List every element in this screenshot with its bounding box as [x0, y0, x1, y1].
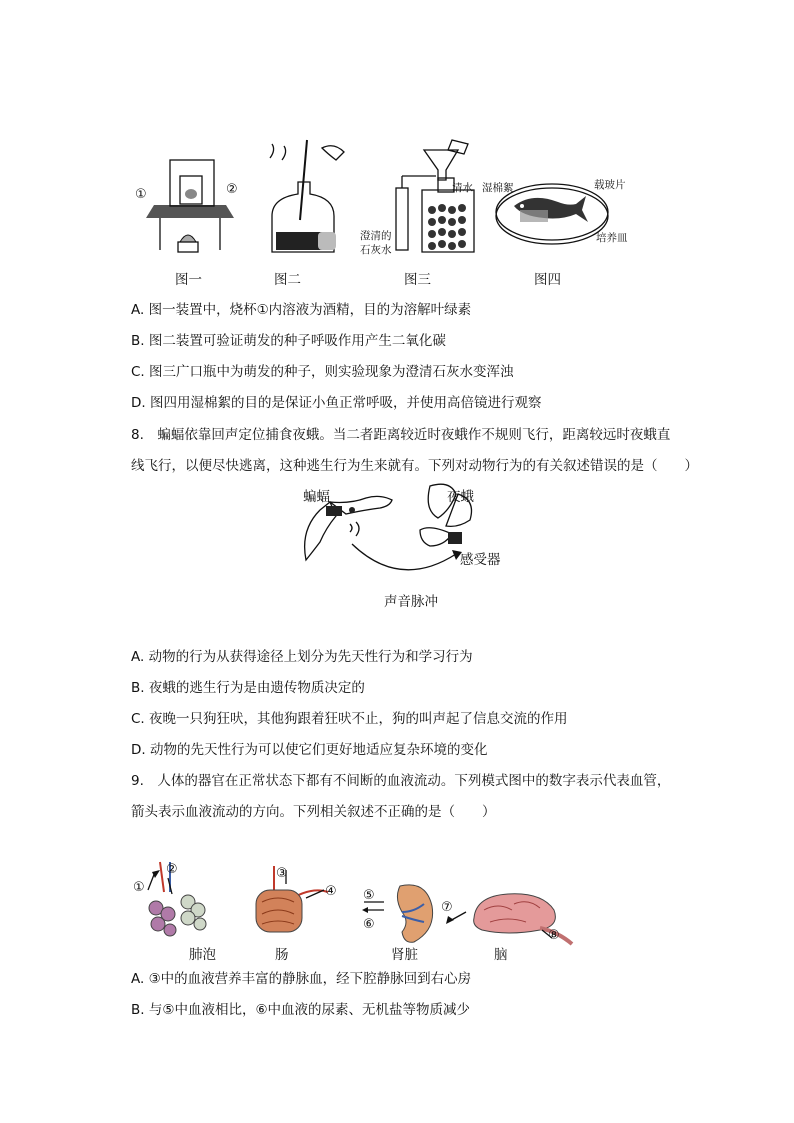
q8-stem-line2: 线飞行，以便尽快逃离，这种逃生行为生来就有。下列对动物行为的有关叙述错误的是（ ）	[131, 458, 698, 474]
caption-figure3: 图三	[404, 272, 431, 288]
fig3-label-limewater-1: 澄清的	[360, 230, 392, 242]
flow-arrows	[0, 850, 600, 950]
figure2-jar-drawing	[262, 140, 362, 250]
q8-stem-line1: 8. 蝙蝠依靠回声定位捕食夜蛾。当二者距离较近时夜蛾作不规则飞行，距离较远时夜蛾直	[131, 427, 671, 443]
label-moth: 夜蛾	[447, 489, 474, 505]
caption-figure4: 图四	[534, 272, 561, 288]
organ-label-kidney: 肾脏	[391, 947, 418, 963]
organ-label-intestine: 肠	[275, 947, 289, 963]
q7-option-c: C. 图三广口瓶中为萌发的种子，则实验现象为澄清石灰水变浑浊	[131, 364, 514, 380]
marker-3: ③	[276, 866, 288, 881]
fig1-marker-2: ②	[226, 182, 238, 197]
fig1-marker-1: ①	[135, 187, 147, 202]
q8-option-c: C. 夜晚一只狗狂吠，其他狗跟着狂吠不止，狗的叫声起了信息交流的作用	[131, 711, 568, 727]
organ-label-brain: 脑	[494, 947, 508, 963]
q9-stem-line2: 箭头表示血液流动的方向。下列相关叙述不正确的是（ ）	[131, 804, 496, 820]
q7-option-b: B. 图二装置可验证萌发的种子呼吸作用产生二氧化碳	[131, 333, 446, 349]
q8-option-d: D. 动物的先天性行为可以使它们更好地适应复杂环境的变化	[131, 742, 488, 758]
q9-option-b: B. 与⑤中血液相比，⑥中血液的尿素、无机盐等物质减少	[131, 1002, 471, 1018]
marker-8: ⑧	[548, 928, 560, 943]
caption-figure2: 图二	[274, 272, 301, 288]
q8-option-b: B. 夜蛾的逃生行为是由遗传物质决定的	[131, 680, 365, 696]
fig3-label-limewater-2: 石灰水	[360, 244, 392, 256]
figure1-water-bath-drawing	[140, 150, 250, 260]
marker-5: ⑤	[363, 888, 375, 903]
marker-1: ①	[133, 880, 145, 895]
q9-stem-line1: 9. 人体的器官在正常状态下都有不间断的血液流动。下列模式图中的数字表示代表血管，	[131, 773, 671, 789]
marker-2: ②	[166, 862, 178, 877]
q7-option-d: D. 图四用湿棉絮的目的是保证小鱼正常呼吸，并使用高倍镜进行观察	[131, 395, 542, 411]
q7-option-a: A. 图一装置中，烧杯①内溶液为酒精，目的为溶解叶绿素	[131, 302, 472, 318]
caption-figure1: 图一	[175, 272, 202, 288]
q8-option-a: A. 动物的行为从获得途径上划分为先天性行为和学习行为	[131, 649, 473, 665]
fig4-label-cotton: 湿棉絮	[482, 182, 514, 194]
fig4-label-dish: 培养皿	[596, 232, 628, 244]
fig3-label-water: 清水	[452, 182, 473, 194]
label-sound-pulse: 声音脉冲	[384, 594, 438, 610]
marker-4: ④	[325, 884, 337, 899]
label-receptor: 感受器	[460, 552, 501, 568]
q9-option-a: A. ③中的血液营养丰富的静脉血，经下腔静脉回到右心房	[131, 971, 472, 987]
fig4-label-slide: 载玻片	[594, 179, 626, 191]
label-bat: 蝙蝠	[303, 489, 330, 505]
organ-label-alveoli: 肺泡	[189, 947, 216, 963]
marker-7: ⑦	[441, 900, 453, 915]
marker-6: ⑥	[363, 917, 375, 932]
